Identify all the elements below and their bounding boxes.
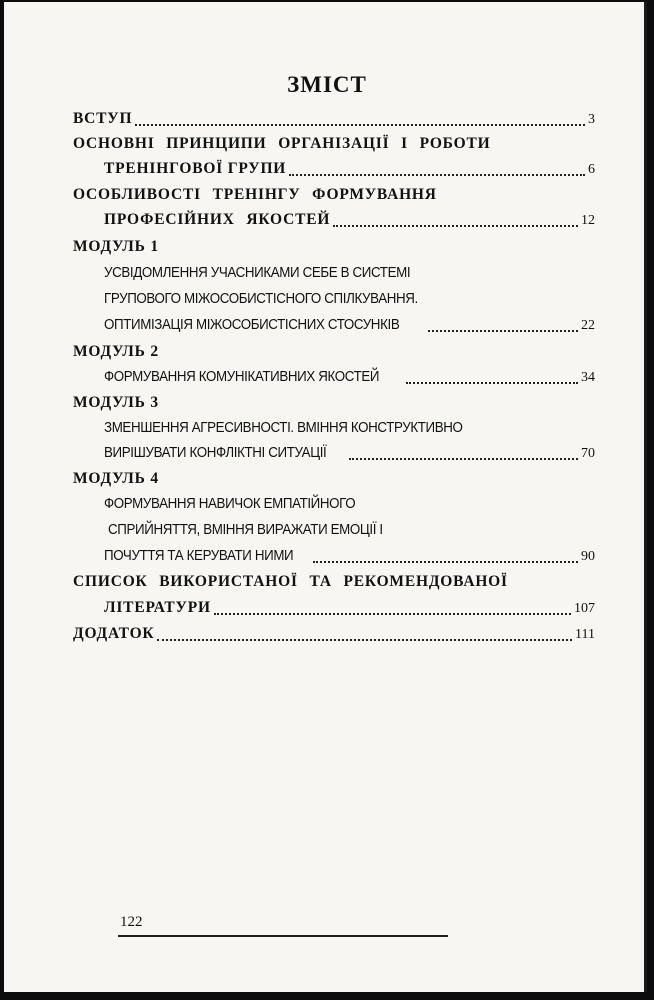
module2-heading: МОДУЛЬ 2 [73, 343, 159, 360]
dot-leader [428, 330, 578, 332]
toc-entry-label: ВИРІШУВАТИ КОНФЛІКТНІ СИТУАЦІЇ [104, 445, 327, 461]
toc-entry-module2[interactable] [104, 365, 595, 389]
footer-rule [118, 935, 448, 937]
module4-line2: СПРИЙНЯТТЯ, ВМІННЯ ВИРАЖАТИ ЕМОЦІЇ І [108, 522, 383, 538]
toc-entry-principles[interactable] [104, 157, 595, 181]
dot-leader [135, 124, 585, 126]
page-title: ЗМІСТ [287, 72, 367, 97]
dot-leader [333, 225, 578, 227]
toc-entry-module1[interactable] [104, 313, 595, 337]
module3-line1: ЗМЕНШЕННЯ АГРЕСИВНОСТІ. ВМІННЯ КОНСТРУКТИВНО [104, 420, 463, 436]
toc-entry-appendix[interactable] [73, 622, 595, 646]
toc-page-number: 12 [581, 213, 595, 228]
toc-entry-features-line1: ОСОБЛИВОСТІ ТРЕНІНГУ ФОРМУВАННЯ [73, 186, 437, 203]
module1-line1: УСВІДОМЛЕННЯ УЧАСНИКАМИ СЕБЕ В СИСТЕМІ [104, 265, 411, 281]
dot-leader [214, 613, 571, 615]
toc-entry-module4[interactable] [104, 544, 595, 568]
dot-leader [406, 382, 578, 384]
toc-entry-label: ТРЕНІНГОВОЇ ГРУПИ [104, 160, 287, 177]
toc-entry-label: ФОРМУВАННЯ КОМУНІКАТИВНИХ ЯКОСТЕЙ [104, 369, 380, 385]
module1-heading: МОДУЛЬ 1 [73, 238, 159, 255]
dot-leader [313, 561, 578, 563]
toc-page-number: 6 [588, 162, 595, 177]
module4-line1: ФОРМУВАННЯ НАВИЧОК ЕМПАТІЙНОГО [104, 496, 356, 512]
toc-entry-label: ПРОФЕСІЙНИХ ЯКОСТЕЙ [104, 211, 331, 228]
toc-entry-label: ПОЧУТТЯ ТА КЕРУВАТИ НИМИ [104, 548, 294, 564]
toc-entry-literature-line1: СПИСОК ВИКОРИСТАНОЇ ТА РЕКОМЕНДОВАНОЇ [73, 573, 508, 590]
toc-page-number: 3 [588, 112, 595, 127]
toc-entry-features[interactable] [104, 208, 595, 232]
module4-heading: МОДУЛЬ 4 [73, 470, 159, 487]
page-number: 122 [120, 914, 143, 930]
toc-entry-label: ВСТУП [73, 110, 133, 127]
toc-entry-label: ЛІТЕРАТУРИ [104, 599, 211, 616]
module1-line2: ГРУПОВОГО МІЖОСОБИСТІСНОГО СПІЛКУВАННЯ. [104, 291, 418, 307]
dot-leader [349, 458, 578, 460]
dot-leader [157, 639, 572, 641]
toc-entry-literature[interactable] [104, 596, 595, 620]
module3-heading: МОДУЛЬ 3 [73, 394, 159, 411]
toc-page-number: 107 [574, 601, 595, 616]
toc-page-number: 90 [581, 549, 595, 564]
toc-entry-principles-line1: ОСНОВНІ ПРИНЦИПИ ОРГАНІЗАЦІЇ І РОБОТИ [73, 135, 491, 152]
toc-entry-label: ОПТИМІЗАЦІЯ МІЖОСОБИСТІСНИХ СТОСУНКІВ [104, 317, 400, 333]
toc-page-number: 22 [581, 318, 595, 333]
toc-entry-module3[interactable] [104, 441, 595, 465]
toc-page-number: 111 [575, 627, 595, 642]
toc-page-number: 70 [581, 446, 595, 461]
toc-entry-label: ДОДАТОК [73, 625, 155, 642]
toc-entry-vstup[interactable] [73, 107, 595, 131]
toc-page-number: 34 [581, 370, 595, 385]
dot-leader [289, 174, 585, 176]
